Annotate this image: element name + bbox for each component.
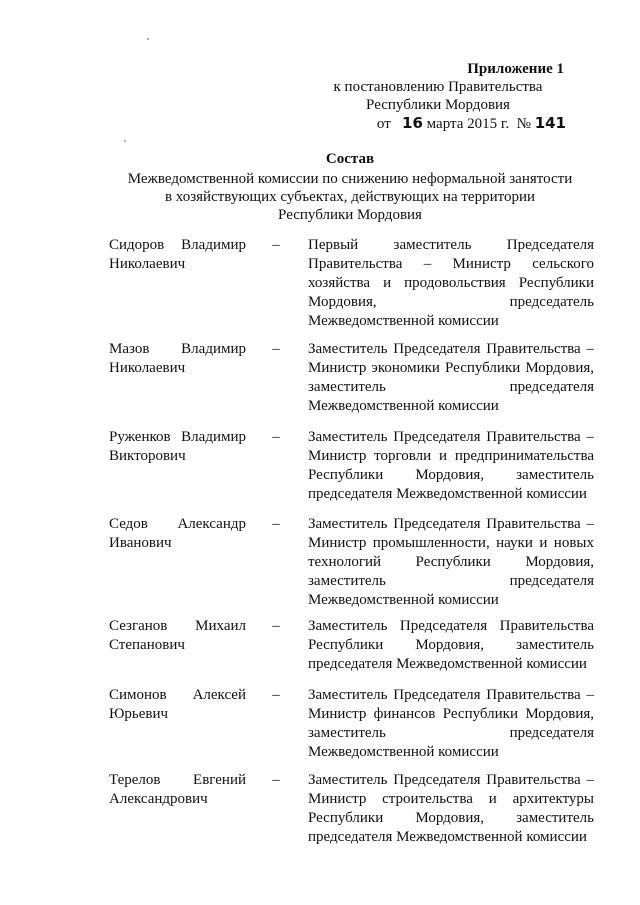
- member-dash: –: [272, 429, 280, 445]
- member-name: Сидоров Владимир Николаевич: [109, 237, 246, 272]
- document-heading: [60, 150, 640, 224]
- appendix-line-2: Республики Мордовия: [366, 97, 510, 113]
- member-role: Заместитель Председателя Правительства – Министр строительства и архитектуры Республики Мордовия, заместитель председателя Межведомственной комиссии: [308, 772, 594, 845]
- member-dash: –: [272, 516, 280, 532]
- heading-line: Межведомственной комиссии по снижению неформальной занятости: [127, 171, 573, 187]
- member-role: Заместитель Председателя Правительства Республики Мордовия, заместитель председателя Межведомственной комиссии: [308, 618, 594, 672]
- member-dash: –: [272, 618, 280, 634]
- member-name: Мазов Владимир Николаевич: [109, 341, 246, 376]
- member-name: Терелов Евгений Александрович: [109, 772, 246, 807]
- heading-title: Состав: [325, 151, 375, 167]
- member-name: Седов Александр Иванович: [109, 516, 246, 551]
- member-role: Заместитель Председателя Правительства – Министр финансов Республики Мордовия, заместитель председателя Межведомственной комиссии: [308, 687, 594, 760]
- member-dash: –: [272, 687, 280, 703]
- member-name: Руженков Владимир Викторович: [109, 429, 246, 464]
- appendix-line-1: к постановлению Правительства: [333, 79, 543, 95]
- member-name: Сезганов Михаил Степанович: [109, 618, 246, 653]
- heading-line: в хозяйствующих субъектах, действующих на территории: [164, 189, 536, 205]
- date-day: 16: [402, 114, 423, 132]
- member-dash: –: [272, 341, 280, 357]
- member-dash: –: [272, 237, 280, 253]
- scan-speck: [147, 38, 149, 40]
- scan-speck: [124, 140, 126, 142]
- member-role: Заместитель Председателя Правительства – Министр промышленности, науки и новых технологий Республики Мордовия, заместитель председателя Межведомственной комиссии: [308, 516, 594, 608]
- appendix-title: Приложение 1: [467, 61, 564, 77]
- date-prefix: от: [376, 116, 391, 132]
- member-dash: –: [272, 772, 280, 788]
- heading-line: Республики Мордовия: [278, 207, 422, 223]
- decree-number: 141: [534, 114, 566, 132]
- appendix-header: [308, 60, 568, 133]
- member-name: Симонов Алексей Юрьевич: [109, 687, 246, 722]
- date-rest: марта 2015 г.: [426, 116, 510, 132]
- member-role: Заместитель Председателя Правительства – Министр экономики Республики Мордовия, заместитель председателя Межведомственной комиссии: [308, 341, 594, 414]
- member-role: Первый заместитель Председателя Правительства – Министр сельского хозяйства и продовольствия Республики Мордовия, председатель Межведомственной комиссии: [308, 237, 594, 329]
- number-sign: №: [516, 116, 531, 132]
- member-role: Заместитель Председателя Правительства – Министр торговли и предпринимательства Республики Мордовия, заместитель председателя Межведомственной комиссии: [308, 429, 594, 502]
- appendix-date-line: [308, 114, 568, 133]
